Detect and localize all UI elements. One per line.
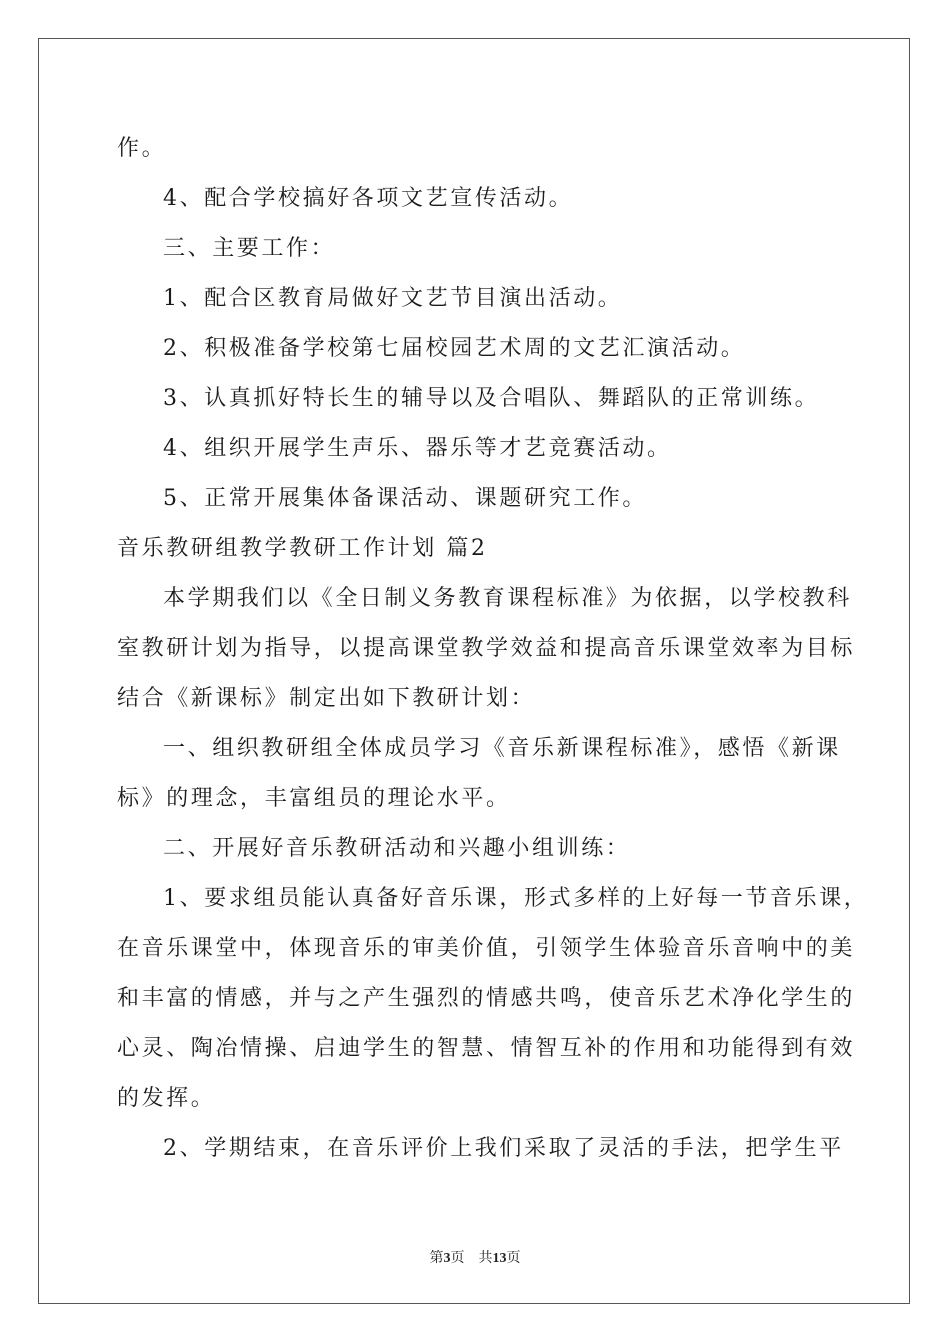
text-line: 结合《新课标》制定出如下教研计划： [117,686,536,711]
text-line: 1、配合区教育局做好文艺节目演出活动。 [163,286,623,311]
text-line: 4、配合学校搞好各项文艺宣传活动。 [163,186,574,211]
text-line: 3、认真抓好特长生的辅导以及合唱队、舞蹈队的正常训练。 [163,386,820,411]
text-line: 心灵、陶冶情操、启迪学生的智慧、情智互补的作用和功能得到有效 [117,1036,856,1061]
text-line: 标》的理念，丰富组员的理论水平。 [117,786,511,811]
footer-page-number: 3 [443,1251,451,1266]
footer-prefix: 第 [429,1251,444,1266]
text-line: 作。 [117,136,167,161]
text-line: 1、要求组员能认真备好音乐课，形式多样的上好每一节音乐课， [163,886,869,911]
text-line: 在音乐课堂中，体现音乐的审美价值，引领学生体验音乐音响中的美 [117,936,856,961]
text-line: 的发挥。 [117,1086,216,1111]
text-line: 5、正常开展集体备课活动、课题研究工作。 [163,486,647,511]
text-line: 和丰富的情感，并与之产生强烈的情感共鸣，使音乐艺术净化学生的 [117,986,856,1011]
footer-total-pages: 13 [492,1251,507,1266]
text-line: 三、主要工作： [163,236,336,261]
text-line: 2、学期结束，在音乐评价上我们采取了灵活的手法，把学生平 [163,1136,844,1161]
text-line: 本学期我们以《全日制义务教育课程标准》为依据，以学校教科 [163,586,852,611]
footer-mid: 页 共 [450,1251,493,1266]
page-frame [38,38,910,1304]
text-line: 室教研计划为指导，以提高课堂教学效益和提高音乐课堂效率为目标 [117,636,856,661]
section-heading: 音乐教研组教学教研工作计划 篇2 [117,536,488,561]
page-footer [0,1247,950,1267]
text-line: 一、组织教研组全体成员学习《音乐新课程标准》，感悟《新课 [163,736,841,761]
text-line: 2、积极准备学校第七届校园艺术周的文艺汇演活动。 [163,336,746,361]
text-line: 4、组织开展学生声乐、器乐等才艺竞赛活动。 [163,436,672,461]
text-line: 二、开展好音乐教研活动和兴趣小组训练： [163,836,631,861]
footer-suffix: 页 [506,1251,521,1266]
